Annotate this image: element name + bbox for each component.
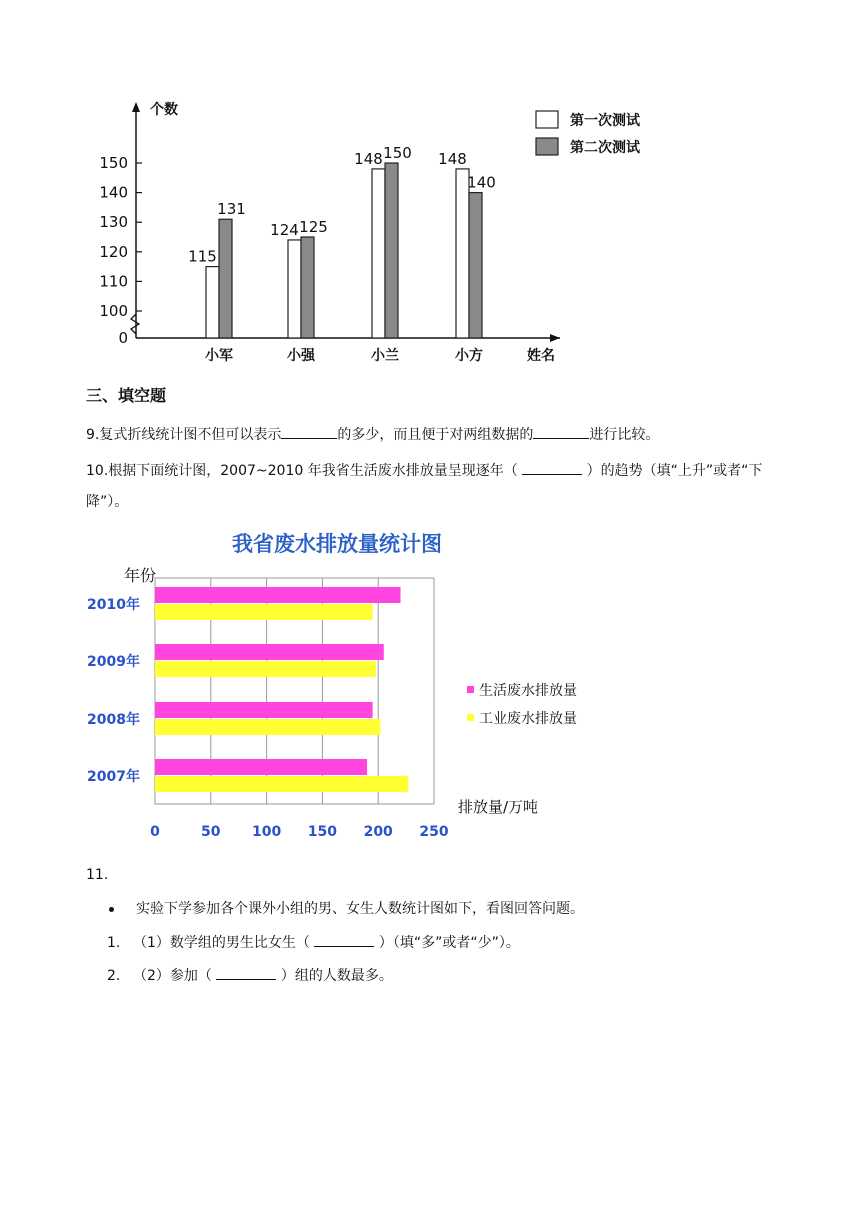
question-10-line-2	[86, 492, 128, 512]
q11-item-2-text-a: （2）参加（	[133, 968, 212, 984]
legend-label: 生活废水排放量	[479, 683, 577, 699]
bar-industrial	[155, 719, 380, 735]
test-score-bar-chart	[0, 0, 860, 370]
y-tick-label: 110	[99, 272, 128, 291]
q9-text-c: 进行比较。	[589, 427, 660, 443]
bar-domestic	[155, 644, 384, 660]
bar-industrial	[155, 776, 408, 792]
x-tick-label: 小强	[287, 348, 315, 364]
q9-blank-2[interactable]	[533, 424, 589, 439]
q11-item-1-text-a: （1）数学组的男生比女生（	[133, 935, 310, 951]
bar-value-label: 131	[217, 200, 246, 219]
question-11-bullet	[109, 899, 584, 919]
chart1-labels	[99, 101, 555, 364]
bar-first-test	[372, 169, 385, 338]
axis-break-mark	[131, 314, 139, 334]
bar-value-label: 125	[299, 218, 328, 236]
chart1-bars	[206, 163, 482, 338]
y-tick-label: 0	[118, 329, 128, 347]
bar-value-label: 140	[467, 173, 496, 192]
legend-label: 第二次测试	[570, 140, 640, 156]
y-tick-label: 150	[99, 154, 128, 172]
bar-industrial	[155, 604, 373, 620]
question-10-line-1	[86, 460, 762, 481]
q11-bullet-text: 实验下学参加各个课外小组的男、女生人数统计图如下，看图回答问题。	[136, 901, 584, 917]
q11-item-1-text-b: ）（填“多”或者“少”）。	[378, 935, 520, 951]
y-axis-label: 个数	[150, 102, 178, 118]
y-tick-label: 100	[99, 302, 128, 320]
y-tick-label: 140	[99, 183, 128, 202]
x-tick-label: 250	[419, 824, 449, 840]
bar-domestic	[155, 759, 367, 775]
bar-first-test	[288, 240, 301, 338]
q11-item-1-num: 1.	[107, 935, 121, 951]
question-9	[86, 424, 659, 445]
legend-swatch	[467, 714, 474, 721]
bar-value-label: 148	[354, 149, 383, 168]
section-title: 三、填空题	[86, 386, 167, 405]
x-tick-label: 200	[363, 824, 393, 840]
y-axis-label: 年份	[124, 566, 157, 585]
q10-blank[interactable]	[522, 460, 582, 475]
q10-text-b: ）的趋势（填“上升”或者“下	[586, 463, 763, 479]
x-tick-label: 100	[251, 824, 282, 840]
legend-label: 工业废水排放量	[479, 711, 577, 727]
x-axis-label: 排放量/万吨	[458, 798, 539, 816]
chart1-legend	[536, 111, 641, 156]
y-tick-label: 120	[99, 242, 128, 261]
q10-text-c: 降”）。	[86, 494, 129, 510]
q11-item-2-text-b: ）组的人数最多。	[280, 968, 393, 984]
chart1-axes	[131, 102, 560, 342]
wastewater-bar-chart	[0, 520, 860, 850]
bar-first-test	[456, 169, 469, 338]
chart2-legend	[467, 682, 577, 727]
bullet-icon	[109, 907, 114, 912]
bar-domestic	[155, 702, 373, 718]
y-tick-label: 2007年	[87, 769, 140, 785]
bar-second-test	[219, 219, 232, 338]
y-tick-label: 130	[99, 213, 128, 232]
q9-blank-1[interactable]	[281, 424, 337, 439]
bar-industrial	[155, 661, 376, 677]
x-tick-label: 小军	[205, 348, 233, 364]
x-tick-label: 150	[307, 824, 338, 840]
bar-value-label: 150	[383, 144, 412, 162]
bar-first-test	[206, 267, 219, 338]
x-axis-label: 姓名	[527, 348, 555, 364]
bar-domestic	[155, 587, 401, 603]
legend-swatch	[467, 686, 474, 693]
legend-swatch	[536, 111, 558, 128]
bar-value-label: 115	[188, 247, 217, 266]
y-tick-label: 2009年	[87, 654, 140, 670]
bar-second-test	[469, 193, 482, 338]
bar-second-test	[301, 237, 314, 338]
x-tick-label: 小兰	[371, 348, 399, 364]
q10-text-a: 10.根据下面统计图，2007~2010 年我省生活废水排放量呈现逐年（	[86, 463, 518, 479]
legend-label: 第一次测试	[570, 113, 640, 129]
x-tick-label: 0	[150, 824, 160, 840]
y-tick-label: 2010年	[87, 597, 140, 613]
legend-swatch	[536, 138, 558, 155]
y-axis-arrow	[132, 102, 140, 112]
q9-text-b: 的多少，而且便于对两组数据的	[337, 427, 534, 443]
q11-item-1-blank[interactable]	[314, 932, 374, 947]
question-11-number: 11.	[86, 867, 109, 883]
q11-item-2-num: 2.	[107, 968, 121, 984]
bar-value-label: 148	[438, 149, 467, 168]
x-tick-label: 小方	[455, 348, 483, 364]
question-11-item-1	[107, 932, 520, 953]
x-tick-label: 50	[201, 824, 221, 840]
x-axis-arrow	[550, 334, 560, 342]
y-tick-label: 2008年	[87, 712, 140, 728]
q9-text-a: 9.复式折线统计图不但可以表示	[86, 427, 282, 443]
q11-item-2-blank[interactable]	[216, 965, 276, 980]
bar-value-label: 124	[270, 220, 299, 239]
bar-second-test	[385, 163, 398, 338]
question-11-item-2	[107, 965, 393, 986]
chart-title: 我省废水排放量统计图	[232, 532, 442, 556]
